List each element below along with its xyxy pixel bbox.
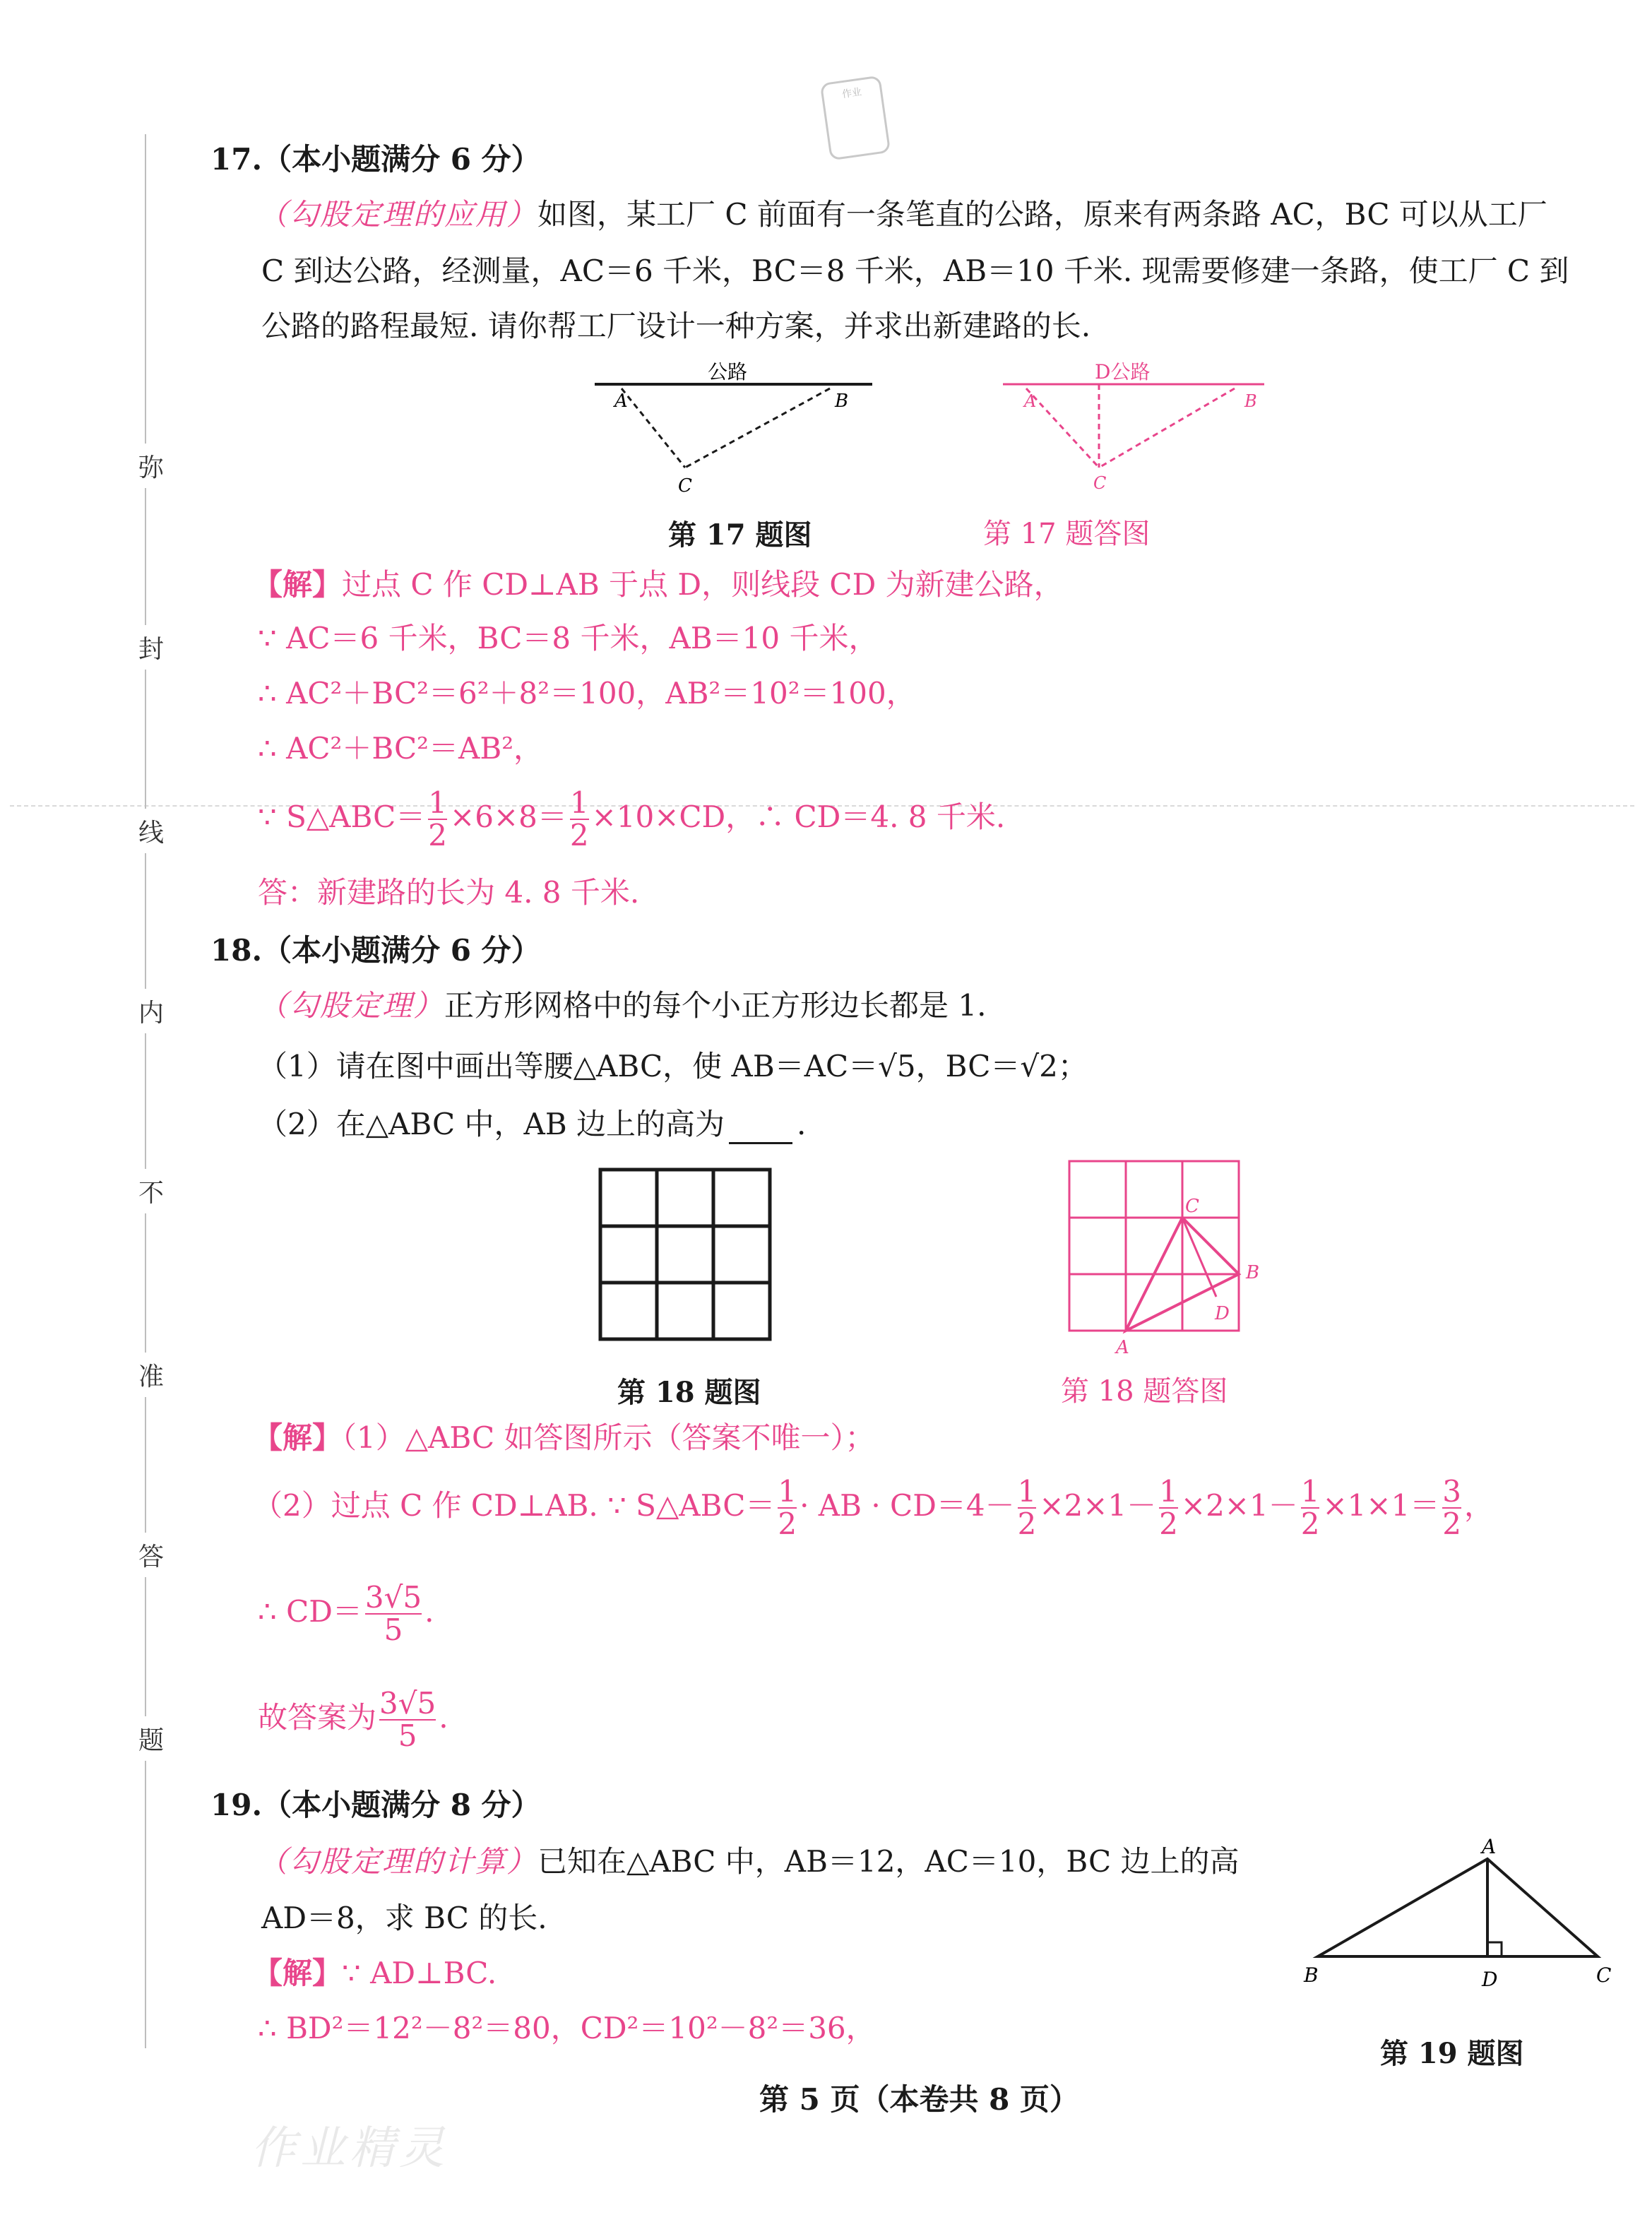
segment-BC xyxy=(685,388,830,468)
segment-BC xyxy=(1099,388,1235,468)
q18-answer-figure xyxy=(1066,1158,1278,1370)
fraction: $\frac{3}{2}$ xyxy=(1442,1474,1462,1541)
point-D-label: D xyxy=(1482,1968,1498,1991)
q19-sol-line1: 【解】∵ AD⊥BC. xyxy=(253,1956,497,1990)
point-D-label: D xyxy=(1215,1303,1230,1324)
q17-sol-line4: ∴ AC²＋BC²＝AB²， xyxy=(258,731,544,766)
q18-sol-line1: 【解】（1）△ABC 如答图所示（答案不唯一）； xyxy=(253,1420,875,1455)
point-C-label: C xyxy=(1093,473,1107,493)
q17-line2: C 到达公路，经测量，AC＝6 千米，BC＝8 千米，AB＝10 千米. 现需要修建一条路，使工厂 C 到 xyxy=(261,254,1569,288)
q17-line1: （勾股定理的应用）如图，某工厂 C 前面有一条笔直的公路，原来有两条路 AC，BC 可以从工厂 xyxy=(258,197,1547,232)
q17-line3: 公路的路程最短. 请你帮工厂设计一种方案，并求出新建路的长. xyxy=(261,309,1091,343)
binding-margin-line xyxy=(145,134,146,2048)
q18-fig-caption: 第 18 题图 xyxy=(617,1376,761,1409)
q18-line1: （勾股定理）正方形网格中的每个小正方形边长都是 1. xyxy=(258,988,987,1023)
q17-sol-line6: 答：新建路的长为 4. 8 千米. xyxy=(258,875,640,910)
grid-border xyxy=(1069,1161,1239,1331)
fraction: $\frac{3√5}{5}$ xyxy=(379,1686,436,1753)
grid-border xyxy=(600,1170,770,1339)
point-A-label: A xyxy=(1116,1337,1129,1358)
fraction: $\frac{1}{2}$ xyxy=(1159,1474,1178,1541)
point-A-label: A xyxy=(1482,1836,1497,1858)
road-label: D公路 xyxy=(1095,360,1151,384)
q17-tag: （勾股定理的应用） xyxy=(258,197,538,232)
fraction: $\frac{1}{2}$ xyxy=(1300,1474,1320,1541)
q17-sol-line2: ∵ AC＝6 千米，BC＝8 千米，AB＝10 千米， xyxy=(258,621,879,655)
q18-line3: （2）在△ABC 中，AB 边上的高为 . xyxy=(258,1105,806,1144)
answer-blank xyxy=(729,1114,792,1144)
point-C-label: C xyxy=(1185,1196,1199,1217)
margin-char: 线 xyxy=(138,809,164,853)
margin-char: 封 xyxy=(138,625,164,670)
point-A-label: A xyxy=(614,391,628,412)
margin-char: 题 xyxy=(138,1716,164,1761)
point-B-label: B xyxy=(835,391,849,412)
q18-sol-line3: ∴ CD＝ $\frac{3√5}{5}$ . xyxy=(258,1580,434,1647)
q17-ans-caption: 第 17 题答图 xyxy=(983,518,1151,550)
q17-answer-figure xyxy=(994,353,1277,501)
point-C-label: C xyxy=(678,475,692,497)
q19-figure xyxy=(1291,1836,1623,1999)
margin-char: 内 xyxy=(138,989,164,1033)
road-label: 公路 xyxy=(708,360,748,384)
q17-heading: 17.（本小题满分 6 分） xyxy=(210,142,541,177)
q19-heading: 19.（本小题满分 8 分） xyxy=(210,1788,541,1822)
margin-char: 不 xyxy=(138,1169,164,1213)
q18-grid-figure xyxy=(598,1167,778,1348)
q18-sol-line2: （2）过点 C 作 CD⊥AB. ∵ S△ABC＝ $\frac{1}{2}$ · AB · CD＝4－ $\frac{1}{2}$ ×2×1－ $\frac{1}{2}$ ×2×1－ $\frac{1}{2}$ ×1×1＝ $\frac{3}{2}$ ， xyxy=(253,1474,1494,1541)
q18-sol-line4: 故答案为 $\frac{3√5}{5}$ . xyxy=(258,1686,448,1753)
q19-fig-caption: 第 19 题图 xyxy=(1380,2037,1524,2070)
fraction: $\frac{1}{2}$ xyxy=(1017,1474,1037,1541)
right-angle-mark xyxy=(1487,1942,1502,1956)
q19-tag: （勾股定理的计算） xyxy=(258,1844,538,1879)
point-B-label: B xyxy=(1304,1963,1319,1987)
point-C-label: C xyxy=(1596,1963,1612,1987)
watermark: 作业精灵 xyxy=(251,2122,448,2175)
stamp-logo: 作业 xyxy=(820,76,891,161)
segment-AC xyxy=(1026,388,1099,468)
q18-heading: 18.（本小题满分 6 分） xyxy=(210,933,541,968)
margin-char: 答 xyxy=(138,1533,164,1577)
q18-tag: （勾股定理） xyxy=(258,988,445,1023)
q19-sol-line2: ∴ BD²＝12²－8²＝80，CD²＝10²－8²＝36， xyxy=(258,2011,876,2045)
q17-sol-line3: ∴ AC²＋BC²＝6²＋8²＝100，AB²＝10²＝100， xyxy=(258,676,916,711)
q17-sol-line1: 【解】过点 C 作 CD⊥AB 于点 D，则线段 CD 为新建公路， xyxy=(253,567,1064,602)
q17-figure xyxy=(586,353,883,501)
page-number: 第 5 页（本卷共 8 页） xyxy=(759,2082,1079,2117)
point-B-label: B xyxy=(1244,391,1257,411)
q18-ans-caption: 第 18 题答图 xyxy=(1061,1375,1228,1408)
segment-CD xyxy=(1182,1218,1216,1297)
q19-line1: （勾股定理的计算）已知在△ABC 中，AB＝12，AC＝10，BC 边上的高 xyxy=(258,1844,1240,1879)
fraction: $\frac{1}{2}$ xyxy=(428,785,447,852)
margin-char: 弥 xyxy=(138,444,164,488)
q17-sol-line5: ∵ S△ABC＝ $\frac{1}{2}$ ×6×8＝ $\frac{1}{2}$ ×10×CD，∴ CD＝4. 8 千米. xyxy=(258,785,1006,852)
q17-fig-caption: 第 17 题图 xyxy=(668,518,812,552)
margin-char: 准 xyxy=(138,1353,164,1397)
triangle-ABC xyxy=(1318,1859,1598,1956)
q18-line2: （1）请在图中画出等腰△ABC，使 AB＝AC＝√5，BC＝√2； xyxy=(258,1049,1088,1083)
segment-AC xyxy=(622,388,685,468)
q19-line2: AD＝8，求 BC 的长. xyxy=(261,1901,547,1935)
point-B-label: B xyxy=(1246,1262,1260,1283)
fraction: $\frac{3√5}{5}$ xyxy=(364,1580,422,1647)
fraction: $\frac{1}{2}$ xyxy=(569,785,589,852)
point-A-label: A xyxy=(1024,391,1037,411)
fraction: $\frac{1}{2}$ xyxy=(778,1474,797,1541)
